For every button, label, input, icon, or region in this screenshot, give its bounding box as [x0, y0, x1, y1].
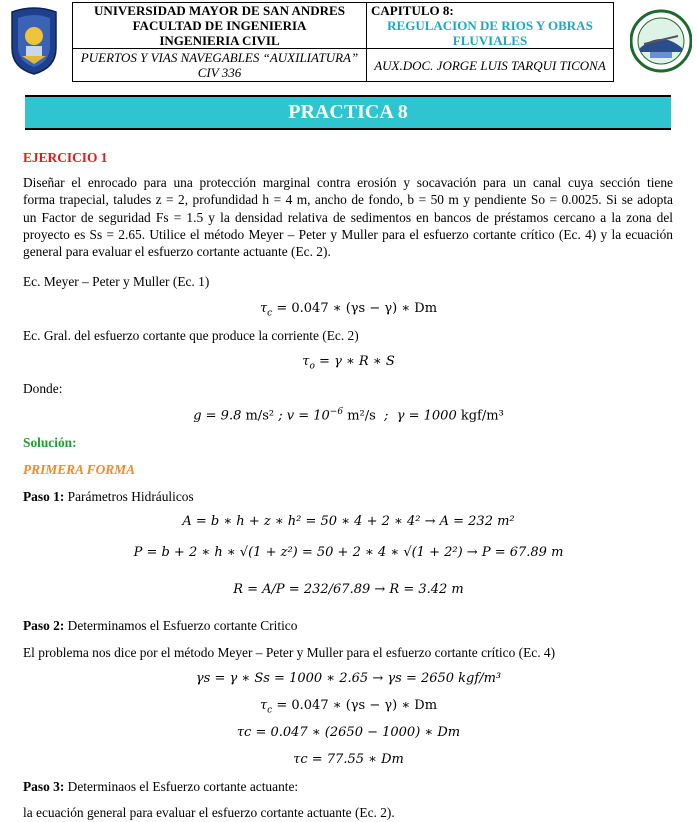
step-1-heading — [23, 488, 194, 505]
equation-tau-c-result: τc = 77.55 ∗ Dm — [293, 752, 404, 767]
step-2-title: Determinamos el Esfuerzo cortante Critico — [64, 618, 298, 633]
solution-label: Solución: — [23, 435, 77, 450]
equation-tau-c-repeat-rhs: 0.047 ∗ (γs − γ) ∗ Dm — [291, 698, 438, 713]
ec1-label: Ec. Meyer – Peter y Muller (Ec. 1) — [23, 274, 210, 289]
step-3-heading — [23, 778, 298, 795]
equation-constants: g = 9.8 m/s² ; $v = 10^{-6}$ m²/s ; γ = 1000 kgf/m³ — [193, 407, 504, 424]
statement-line: Diseñar el enrocado para una protección marginal contra erosión y socavación para un canal cuya sección tiene — [23, 175, 673, 190]
chapter-cell — [367, 3, 614, 49]
first-form-heading: PRIMERA FORMA — [23, 462, 136, 477]
author-cell: AUX.DOC. JORGE LUIS TARQUI TICONA — [367, 49, 614, 82]
where-label: Donde: — [23, 381, 63, 396]
chapter-number: CAPITULO 8: — [371, 3, 454, 18]
equation-tau-c-rhs: 0.047 ∗ (γs − γ) ∗ Dm — [291, 301, 438, 316]
document-header — [0, 0, 697, 82]
step-3-title: Determinaos el Esfuerzo cortante actuante: — [64, 779, 299, 794]
university-name: UNIVERSIDAD MAYOR DE SAN ANDRES — [94, 3, 345, 18]
step-3-text: la ecuación general para evaluar el esfuerzo cortante actuante (Ec. 2). — [23, 805, 395, 820]
step-3-number: Paso 3: — [23, 779, 65, 794]
equation-tau-c-repeat: $\tau_c = 0.047$ ∗ (γs − γ) ∗ Dm — [259, 698, 438, 716]
equation-gamma-s: γs = γ ∗ Ss = 1000 ∗ 2.65 → γs = 2650 kgf/m³ — [195, 671, 502, 686]
step-1-number: Paso 1: — [23, 489, 65, 504]
header-table — [72, 2, 614, 82]
chapter-title: REGULACION DE RIOS Y OBRAS FLUVIALES — [387, 18, 593, 48]
statement-line: forma trapecial, taludes z = 2, profundidad h = 4 m, ancho de fondo, b = 50 m y pendiente So = 0.0025. Si se adopta — [23, 192, 673, 208]
ec2-label: Ec. Gral. del esfuerzo cortante que produce la corriente (Ec. 2) — [23, 328, 359, 343]
course-name: PUERTOS Y VIAS NAVEGABLES “AUXILIATURA” — [80, 50, 359, 65]
career-name: INGENIERIA CIVIL — [159, 33, 280, 48]
equation-tau-o-rhs: γ ∗ R ∗ S — [334, 354, 395, 369]
equation-area: A = b ∗ h + z ∗ h² = 50 ∗ 4 + 2 ∗ 4² → A = 232 m² — [182, 514, 515, 529]
equation-tau-o: $\tau_o = \gamma$ ∗ R ∗ S — [302, 354, 395, 372]
statement-line: un Factor de seguridad Fs = 1.5 y la densidad relativa de sedimentos en bancos de préstamos cercano a la zona del — [23, 209, 673, 225]
problem-statement — [23, 174, 673, 260]
faculty-seal-logo — [630, 8, 692, 74]
step-2-text: El problema nos dice por el método Meyer – Peter y Muller para el esfuerzo cortante crítico (Ec. 4) — [23, 645, 556, 660]
step-2-number: Paso 2: — [23, 618, 65, 633]
statement-line: proyecto es Ss = 2.65. Utilice el método Meyer – Peter y Muller para el esfuerzo cortante crítico (Ec. 4) y la ecuación — [23, 226, 673, 242]
practice-banner: PRACTICA 8 — [25, 95, 671, 130]
statement-line: general para evaluar el esfuerzo cortante actuante (Ec. 2). — [23, 244, 331, 260]
equation-tau-c-numeric: τc = 0.047 ∗ (2650 − 1000) ∗ Dm — [236, 725, 461, 740]
step-1-title: Parámetros Hidráulicos — [64, 489, 194, 504]
equation-perimeter: P = b + 2 ∗ h ∗ √(1 + z²) = 50 + 2 ∗ 4 ∗ √(1 + 2²) → P = 67.89 m — [133, 545, 564, 560]
step-2-heading — [23, 617, 297, 634]
equation-hydraulic-radius: R = A/P = 232/67.89 → R = 3.42 m — [233, 582, 464, 597]
equation-tau-c: $\tau_c = 0.047$ ∗ (γs − γ) ∗ Dm — [259, 301, 438, 319]
course-code: CIV 336 — [197, 65, 242, 80]
institution-cell — [73, 3, 367, 49]
faculty-name: FACULTAD DE INGENIERIA — [132, 18, 307, 33]
exercise-title: EJERCICIO 1 — [23, 150, 108, 165]
university-seal-logo — [8, 6, 60, 76]
course-cell — [73, 49, 367, 82]
